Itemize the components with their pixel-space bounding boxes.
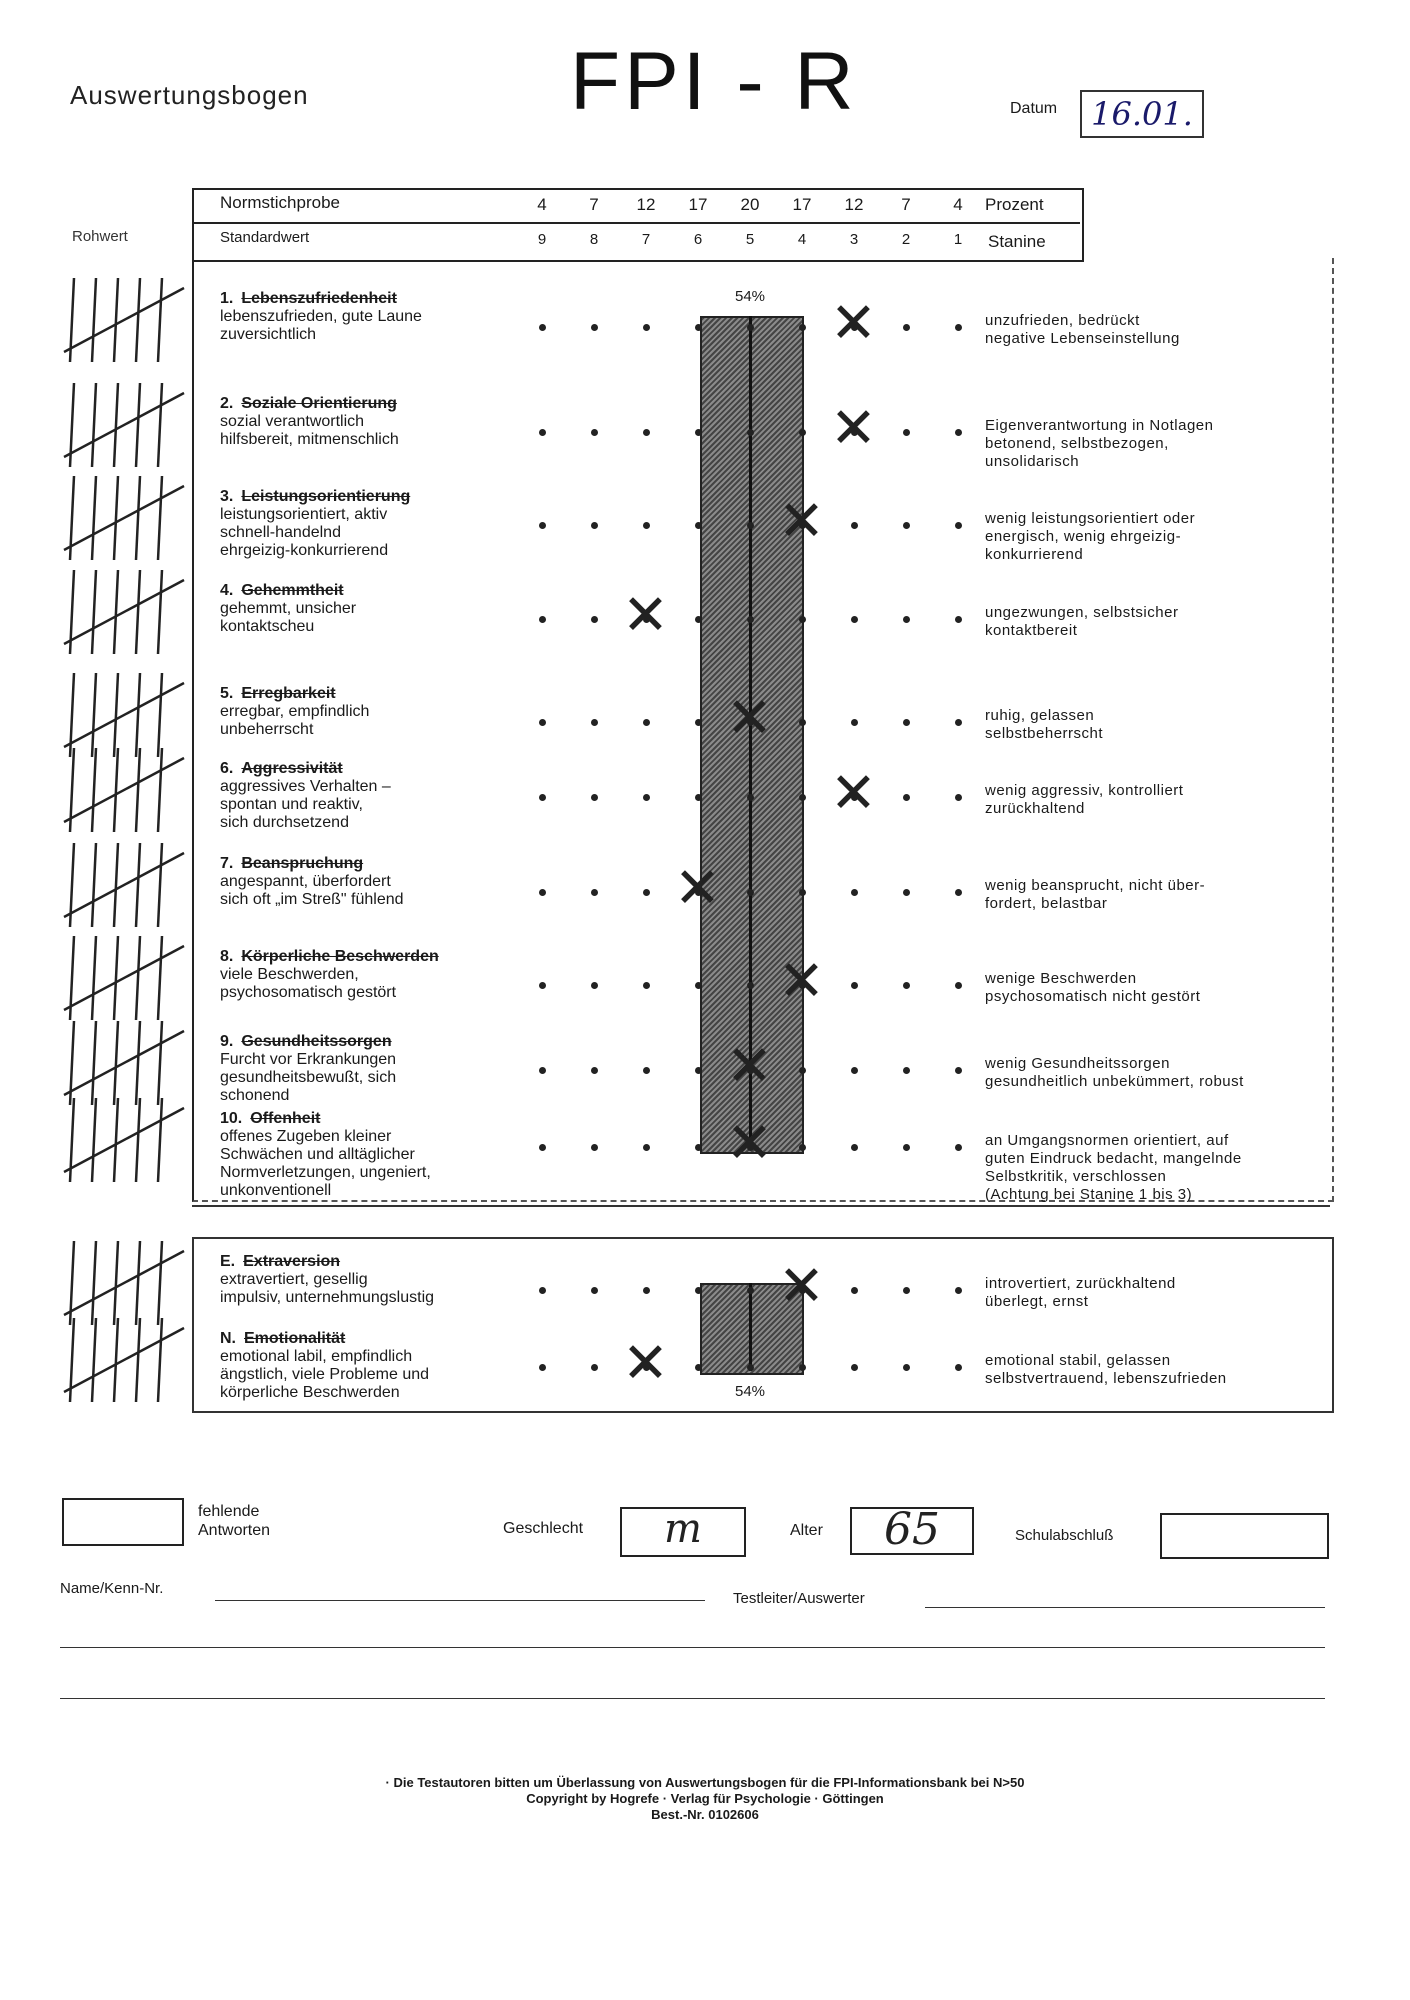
- stanine-value: 7: [641, 231, 651, 248]
- stanine-dot[interactable]: [747, 324, 754, 331]
- raw-score-tally: [60, 375, 188, 475]
- scale-item-high-pole: angespannt, überfordert sich oft „im Streß" fühlend: [220, 873, 404, 908]
- stanine-mark-cross: ✕: [622, 1331, 669, 1396]
- stanine-dot[interactable]: [643, 1144, 650, 1151]
- section-divider: [192, 1205, 1330, 1207]
- scale-item-number: 7.: [220, 855, 234, 872]
- stanine-mark-cross: ✕: [622, 583, 669, 648]
- scale-item-description: [220, 582, 356, 636]
- blank-line-2: [60, 1698, 1325, 1699]
- percent-end-label: Prozent: [985, 195, 1044, 214]
- stanine-dot[interactable]: [903, 616, 910, 623]
- stanine-value: 8: [589, 231, 599, 248]
- stanine-dot[interactable]: [799, 719, 806, 726]
- scale-item-description: [220, 685, 369, 739]
- stanine-dot[interactable]: [539, 1364, 546, 1371]
- stanine-mark-cross: ✕: [726, 686, 773, 751]
- stanine-mark-cross: ✕: [778, 1254, 825, 1319]
- stanine-dot[interactable]: [643, 324, 650, 331]
- stanine-dot[interactable]: [591, 794, 598, 801]
- scale-item-number: 1.: [220, 290, 234, 307]
- stanine-dot[interactable]: [955, 1287, 962, 1294]
- stanine-dot[interactable]: [747, 1287, 754, 1294]
- stanine-value: 4: [797, 231, 807, 248]
- stanine-value: 1: [953, 231, 963, 248]
- stanine-dot[interactable]: [643, 522, 650, 529]
- scale-item-title: Offenheit: [250, 1110, 321, 1127]
- percent-value: 12: [844, 195, 864, 214]
- stanine-dot[interactable]: [799, 1067, 806, 1074]
- stanine-dot[interactable]: [591, 324, 598, 331]
- stanine-dot[interactable]: [539, 1144, 546, 1151]
- stanine-dot[interactable]: [539, 1287, 546, 1294]
- scale-item-description: [220, 395, 399, 449]
- stanine-dot[interactable]: [955, 1364, 962, 1371]
- stanine-dot[interactable]: [591, 616, 598, 623]
- stanine-mark-cross: ✕: [830, 291, 877, 356]
- stanine-dot[interactable]: [799, 429, 806, 436]
- raw-score-tally: [60, 740, 188, 840]
- scale-item-high-pole: extravertiert, gesellig impulsiv, unternehmungslustig: [220, 1271, 435, 1306]
- scale-item-high-pole: gehemmt, unsicher kontaktscheu: [220, 600, 357, 635]
- stanine-dot[interactable]: [851, 1144, 858, 1151]
- stanine-dot[interactable]: [955, 324, 962, 331]
- stanine-value: 5: [745, 231, 755, 248]
- scale-item-description: [220, 760, 391, 832]
- stanine-dot[interactable]: [851, 616, 858, 623]
- stanine-dot[interactable]: [799, 889, 806, 896]
- stanine-dot[interactable]: [643, 982, 650, 989]
- age-field[interactable]: 65: [850, 1507, 974, 1555]
- stanine-dot[interactable]: [799, 616, 806, 623]
- stanine-mark-cross: ✕: [674, 856, 721, 921]
- stanine-dot[interactable]: [955, 1144, 962, 1151]
- stanine-dot[interactable]: [539, 719, 546, 726]
- stanine-dot[interactable]: [695, 1144, 702, 1151]
- scale-item-title: Lebenszufriedenheit: [241, 290, 397, 307]
- missing-answers-label-2: Antworten: [198, 1522, 271, 1539]
- stanine-dot[interactable]: [539, 982, 546, 989]
- scale-item-title: Gesundheitssorgen: [241, 1033, 392, 1050]
- date-label: Datum: [1010, 100, 1058, 117]
- stanine-dot[interactable]: [955, 522, 962, 529]
- stanine-dot[interactable]: [955, 794, 962, 801]
- norm-band-secondary-centerline: [749, 1283, 752, 1371]
- raw-score-tally: [60, 270, 188, 370]
- stanine-dot[interactable]: [903, 794, 910, 801]
- scale-item-low-pole: wenig Gesundheitssorgen gesundheitlich unbekümmert, robust: [985, 1055, 1244, 1090]
- footer-note: · Die Testautoren bitten um Überlassung von Auswertungsbogen für die FPI-Informationsbank bei N>50: [385, 1775, 1025, 1790]
- percent-value: 4: [953, 195, 963, 214]
- stanine-dot[interactable]: [955, 1067, 962, 1074]
- scale-item-title: Aggressivität: [241, 760, 343, 777]
- stanine-dot[interactable]: [643, 794, 650, 801]
- scale-item-number: 8.: [220, 948, 234, 965]
- name-line[interactable]: [215, 1600, 705, 1601]
- stanine-mark-cross: ✕: [726, 1111, 773, 1176]
- stanine-dot[interactable]: [643, 1067, 650, 1074]
- scale-item-description: [220, 488, 410, 560]
- scale-item-high-pole: leistungsorientiert, aktiv schnell-handelnd ehrgeizig-konkurrierend: [220, 506, 389, 559]
- norm-header-divider: [192, 222, 1080, 224]
- stanine-dot[interactable]: [643, 719, 650, 726]
- stanine-value: 9: [537, 231, 547, 248]
- scale-item-high-pole: viele Beschwerden, psychosomatisch gestört: [220, 966, 397, 1001]
- scale-item-description: [220, 290, 422, 344]
- stanine-dot[interactable]: [591, 889, 598, 896]
- stanine-dot[interactable]: [695, 982, 702, 989]
- scale-item-number: 2.: [220, 395, 234, 412]
- scale-item-description: [220, 948, 439, 1002]
- stanine-dot[interactable]: [903, 889, 910, 896]
- scale-item-low-pole: wenig aggressiv, kontrolliert zurückhaltend: [985, 782, 1184, 817]
- scale-item-low-pole: ruhig, gelassen selbstbeherrscht: [985, 707, 1104, 742]
- stanine-dot[interactable]: [747, 794, 754, 801]
- percent-value: 7: [589, 195, 599, 214]
- scale-item-high-pole: emotional labil, empfindlich ängstlich, viele Probleme und körperliche Beschwerden: [220, 1348, 430, 1401]
- scale-item-low-pole: emotional stabil, gelassen selbstvertrauend, lebenszufrieden: [985, 1352, 1227, 1387]
- stanine-dot[interactable]: [747, 982, 754, 989]
- stanine-dot[interactable]: [851, 719, 858, 726]
- raw-score-tally: [60, 562, 188, 662]
- stanine-dot[interactable]: [539, 616, 546, 623]
- percent-value: 4: [537, 195, 547, 214]
- stanine-dot[interactable]: [695, 1364, 702, 1371]
- scale-item-title: Emotionalität: [244, 1330, 346, 1347]
- stanine-dot[interactable]: [851, 1067, 858, 1074]
- stanine-dot[interactable]: [695, 616, 702, 623]
- stanine-dot[interactable]: [591, 1287, 598, 1294]
- stanine-dot[interactable]: [539, 1067, 546, 1074]
- form-title: FPI - R: [570, 36, 858, 127]
- stanine-dot[interactable]: [851, 982, 858, 989]
- stanine-dot[interactable]: [747, 1364, 754, 1371]
- percent-value: 12: [636, 195, 656, 214]
- scale-item-high-pole: Furcht vor Erkrankungen gesundheitsbewußt, sich schonend: [220, 1051, 397, 1104]
- gender-field[interactable]: m: [620, 1507, 746, 1557]
- stanine-dot[interactable]: [539, 429, 546, 436]
- scale-item-number: E.: [220, 1253, 236, 1270]
- stanine-dot[interactable]: [591, 1364, 598, 1371]
- stanine-dot[interactable]: [695, 719, 702, 726]
- scale-item-number: N.: [220, 1330, 236, 1347]
- raw-score-tally: [60, 1310, 188, 1410]
- scale-item-low-pole: unzufrieden, bedrückt negative Lebenseinstellung: [985, 312, 1180, 347]
- scale-item-low-pole: wenige Beschwerden psychosomatisch nicht gestört: [985, 970, 1201, 1005]
- school-field[interactable]: [1160, 1513, 1329, 1559]
- stanine-mark-cross: ✕: [778, 949, 825, 1014]
- scale-item-number: 9.: [220, 1033, 234, 1050]
- scale-item-title: Körperliche Beschwerden: [241, 948, 439, 965]
- blank-line-1: [60, 1647, 1325, 1648]
- stanine-dot[interactable]: [591, 429, 598, 436]
- gender-label: Geschlecht: [503, 1520, 584, 1537]
- stanine-end-label: Stanine: [988, 232, 1046, 251]
- band-percent-top: 54%: [735, 288, 766, 305]
- stanine-dot[interactable]: [955, 616, 962, 623]
- stanine-mark-cross: ✕: [778, 489, 825, 554]
- stanine-dot[interactable]: [799, 324, 806, 331]
- stanine-dot[interactable]: [851, 522, 858, 529]
- missing-answers-label-1: fehlende: [198, 1503, 260, 1520]
- scale-item-high-pole: lebenszufrieden, gute Laune zuversichtlich: [220, 308, 422, 343]
- stanine-dot[interactable]: [903, 1287, 910, 1294]
- scale-item-low-pole: Eigenverantwortung in Notlagen betonend, selbstbezogen, unsolidarisch: [985, 417, 1214, 470]
- band-percent-bottom: 54%: [735, 1383, 766, 1400]
- scale-item-title: Gehemmtheit: [241, 582, 344, 599]
- stanine-dot[interactable]: [695, 794, 702, 801]
- stanine-dot[interactable]: [747, 616, 754, 623]
- date-field[interactable]: 16.01.: [1080, 90, 1204, 138]
- scale-item-high-pole: offenes Zugeben kleiner Schwächen und alltäglicher Normverletzungen, ungeniert, unkonventionell: [220, 1128, 431, 1199]
- stanine-dot[interactable]: [851, 1287, 858, 1294]
- stanine-dot[interactable]: [851, 1364, 858, 1371]
- scale-item-number: 4.: [220, 582, 234, 599]
- stanine-dot[interactable]: [747, 429, 754, 436]
- stanine-dot[interactable]: [591, 1067, 598, 1074]
- stanine-dot[interactable]: [955, 982, 962, 989]
- raw-score-label: Rohwert: [72, 228, 128, 245]
- percent-value: 7: [901, 195, 911, 214]
- stanine-dot[interactable]: [903, 1144, 910, 1151]
- stanine-dot[interactable]: [903, 982, 910, 989]
- stanine-dot[interactable]: [591, 982, 598, 989]
- stanine-dot[interactable]: [695, 1067, 702, 1074]
- stanine-dot[interactable]: [903, 522, 910, 529]
- scale-item-description: [220, 1110, 431, 1200]
- stanine-dot[interactable]: [643, 429, 650, 436]
- stanine-dot[interactable]: [799, 1144, 806, 1151]
- stanine-value: 3: [849, 231, 859, 248]
- stanine-dot[interactable]: [539, 324, 546, 331]
- stanine-dot[interactable]: [955, 889, 962, 896]
- scale-item-number: 6.: [220, 760, 234, 777]
- scale-item-low-pole: ungezwungen, selbstsicher kontaktbereit: [985, 604, 1179, 639]
- stanine-dot[interactable]: [799, 794, 806, 801]
- stanine-dot[interactable]: [955, 429, 962, 436]
- stanine-dot[interactable]: [799, 1364, 806, 1371]
- form-subtitle: Auswertungsbogen: [70, 80, 309, 110]
- stanine-dot[interactable]: [747, 522, 754, 529]
- scale-item-high-pole: aggressives Verhalten – spontan und reaktiv, sich durchsetzend: [220, 778, 391, 831]
- stanine-dot[interactable]: [695, 522, 702, 529]
- scale-item-high-pole: erregbar, empfindlich unbeherrscht: [220, 703, 370, 738]
- tester-line[interactable]: [925, 1607, 1325, 1608]
- scale-item-title: Erregbarkeit: [241, 685, 336, 702]
- stanine-dot[interactable]: [539, 794, 546, 801]
- stanine-mark-cross: ✕: [830, 396, 877, 461]
- order-number: Best.-Nr. 0102606: [651, 1807, 759, 1822]
- tester-label: Testleiter/Auswerter: [733, 1590, 865, 1607]
- school-label: Schulabschluß: [1015, 1527, 1114, 1544]
- scale-item-description: [220, 1330, 429, 1402]
- stanine-dot[interactable]: [643, 889, 650, 896]
- stanine-dot[interactable]: [695, 429, 702, 436]
- stanine-dot[interactable]: [903, 1067, 910, 1074]
- norm-sample-label: Normstichprobe: [220, 193, 340, 212]
- stanine-dot[interactable]: [903, 719, 910, 726]
- stanine-dot[interactable]: [539, 889, 546, 896]
- scale-item-number: 5.: [220, 685, 234, 702]
- stanine-dot[interactable]: [903, 1364, 910, 1371]
- stanine-dot[interactable]: [591, 719, 598, 726]
- scale-item-low-pole: wenig leistungsorientiert oder energisch, wenig ehrgeizig- konkurrierend: [985, 510, 1196, 563]
- percent-value: 20: [740, 195, 760, 214]
- stanine-dot[interactable]: [747, 889, 754, 896]
- stanine-dot[interactable]: [955, 719, 962, 726]
- stanine-value: 6: [693, 231, 703, 248]
- stanine-dot[interactable]: [903, 429, 910, 436]
- raw-score-tally: [60, 1090, 188, 1190]
- stanine-dot[interactable]: [695, 1287, 702, 1294]
- stanine-dot[interactable]: [591, 1144, 598, 1151]
- standard-value-label: Standardwert: [220, 229, 310, 246]
- stanine-dot[interactable]: [539, 522, 546, 529]
- scale-item-description: [220, 1253, 434, 1307]
- scale-item-low-pole: wenig beansprucht, nicht über- fordert, belastbar: [985, 877, 1206, 912]
- raw-score-tally: [60, 468, 188, 568]
- scale-item-title: Leistungsorientierung: [241, 488, 411, 505]
- scale-item-low-pole: introvertiert, zurückhaltend überlegt, ernst: [985, 1275, 1176, 1310]
- stanine-dot[interactable]: [695, 324, 702, 331]
- scale-item-description: [220, 1033, 396, 1105]
- copyright: Copyright by Hogrefe · Verlag für Psychologie · Göttingen: [526, 1791, 884, 1806]
- stanine-dot[interactable]: [643, 1287, 650, 1294]
- missing-answers-box[interactable]: [62, 1498, 184, 1546]
- scale-item-number: 3.: [220, 488, 234, 505]
- percent-value: 17: [688, 195, 708, 214]
- raw-score-tally: [60, 835, 188, 935]
- scale-item-high-pole: sozial verantwortlich hilfsbereit, mitmenschlich: [220, 413, 399, 448]
- percent-value: 17: [792, 195, 812, 214]
- scale-item-title: Extraversion: [243, 1253, 341, 1270]
- scale-item-low-pole: an Umgangsnormen orientiert, auf guten Eindruck bedacht, mangelnde Selbstkritik, verschlossen (Achtung bei Stanine 1 bis 3): [985, 1132, 1242, 1203]
- stanine-dot[interactable]: [903, 324, 910, 331]
- stanine-dot[interactable]: [591, 522, 598, 529]
- stanine-mark-cross: ✕: [830, 761, 877, 826]
- scale-item-description: [220, 855, 404, 909]
- scale-item-title: Soziale Orientierung: [241, 395, 397, 412]
- scale-item-title: Beanspruchung: [241, 855, 364, 872]
- stanine-mark-cross: ✕: [726, 1034, 773, 1099]
- stanine-value: 2: [901, 231, 911, 248]
- scale-item-number: 10.: [220, 1110, 243, 1127]
- name-label: Name/Kenn-Nr.: [60, 1580, 164, 1597]
- age-label: Alter: [790, 1522, 823, 1539]
- stanine-dot[interactable]: [851, 889, 858, 896]
